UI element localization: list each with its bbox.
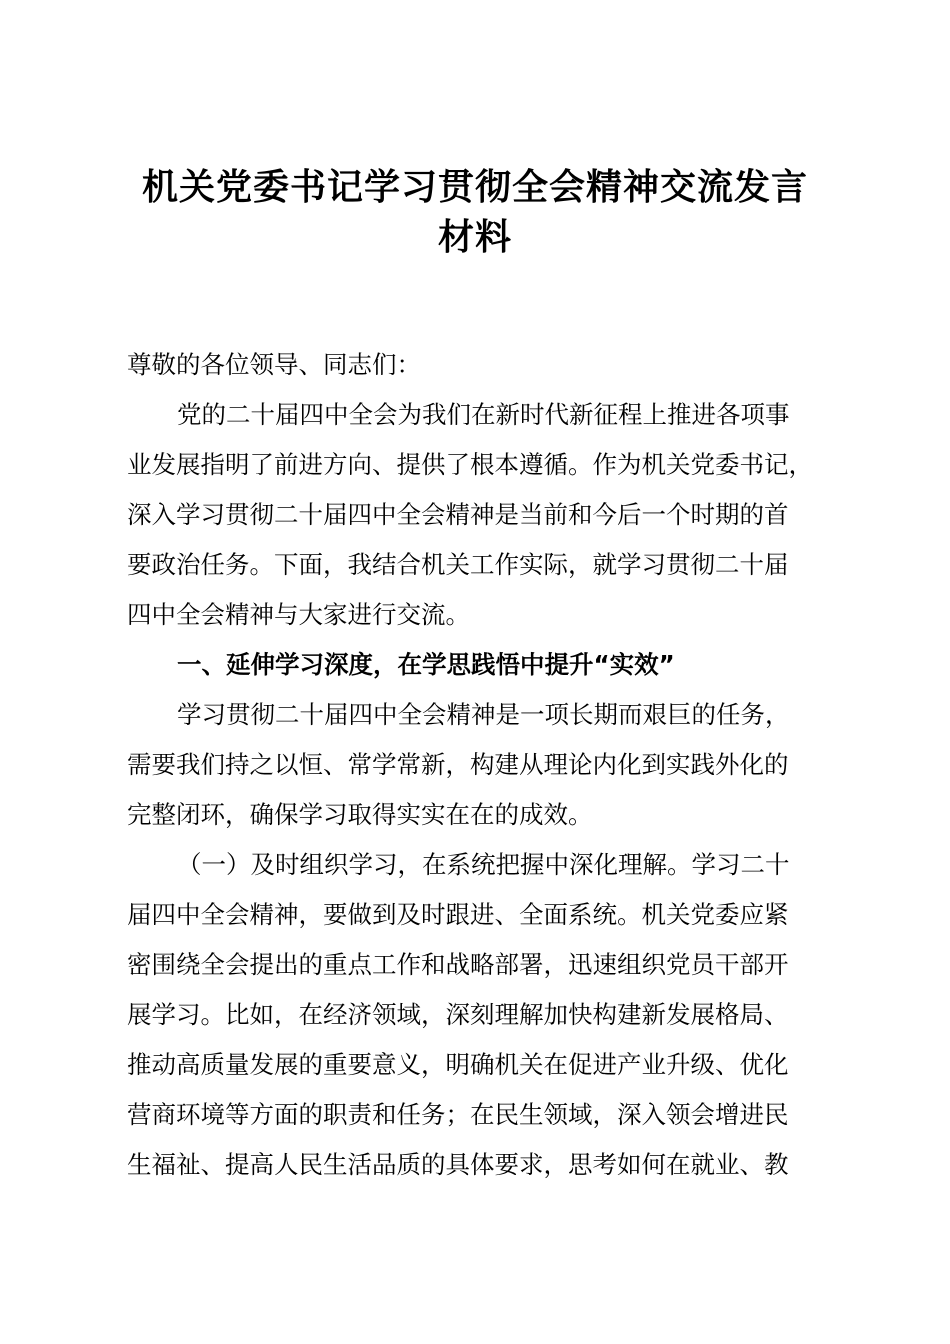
paragraph-line: 党的二十届四中全会为我们在新时代新征程上推进各项事 bbox=[177, 400, 790, 429]
paragraph-line: 推动高质量发展的重要意义，明确机关在促进产业升级、优化 bbox=[127, 1050, 789, 1079]
paragraph-line: 完整闭环，确保学习取得实实在在的成效。 bbox=[127, 800, 593, 829]
salutation: 尊敬的各位领导、同志们： bbox=[127, 350, 421, 379]
document-title bbox=[100, 162, 850, 262]
paragraph-line: 生福祉、提高人民生活品质的具体要求，思考如何在就业、教 bbox=[127, 1150, 789, 1179]
document-body bbox=[127, 340, 837, 1190]
paragraph-line: 学习贯彻二十届四中全会精神是一项长期而艰巨的任务， bbox=[177, 700, 790, 729]
paragraph-line: 营商环境等方面的职责和任务；在民生领域，深入领会增进民 bbox=[127, 1100, 789, 1129]
paragraph-line: 需要我们持之以恒、常学常新，构建从理论内化到实践外化的 bbox=[127, 750, 789, 779]
title-line-2: 材料 bbox=[437, 216, 512, 258]
paragraph-line: 展学习。比如，在经济领域，深刻理解加快构建新发展格局、 bbox=[127, 1000, 789, 1029]
section-heading: 一、延伸学习深度，在学思践悟中提升“实效” bbox=[177, 650, 675, 679]
paragraph-line: 业发展指明了前进方向、提供了根本遵循。作为机关党委书记， bbox=[127, 450, 813, 479]
paragraph-line: 深入学习贯彻二十届四中全会精神是当前和今后一个时期的首 bbox=[127, 500, 789, 529]
paragraph-line: 密围绕全会提出的重点工作和战略部署，迅速组织党员干部开 bbox=[127, 950, 789, 979]
paragraph-line: （一）及时组织学习，在系统把握中深化理解。学习二十 bbox=[177, 850, 790, 879]
paragraph-line: 四中全会精神与大家进行交流。 bbox=[127, 600, 470, 629]
title-line-1: 机关党委书记学习贯彻全会精神交流发言 bbox=[141, 166, 808, 208]
paragraph-line: 要政治任务。下面，我结合机关工作实际，就学习贯彻二十届 bbox=[127, 550, 789, 579]
paragraph-line: 届四中全会精神，要做到及时跟进、全面系统。机关党委应紧 bbox=[127, 900, 789, 929]
